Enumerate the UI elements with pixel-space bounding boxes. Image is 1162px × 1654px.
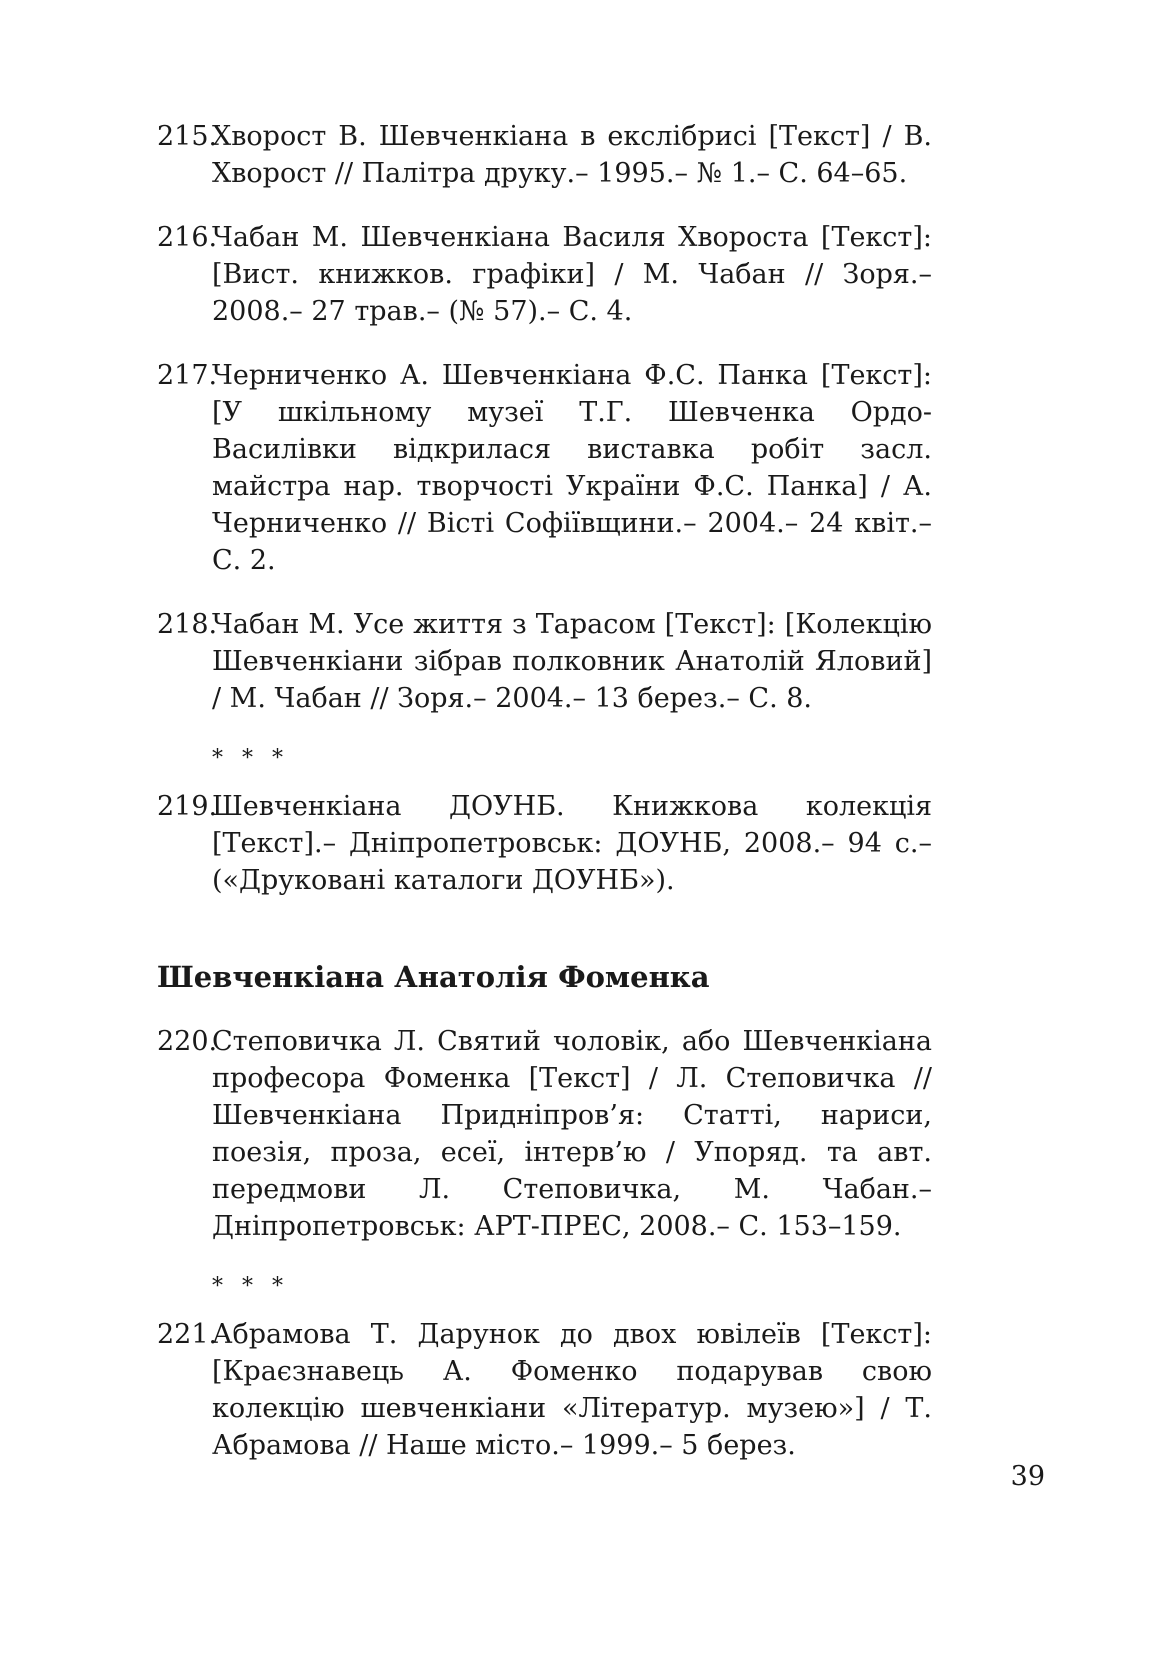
section-separator: * * * [212,746,289,771]
section-heading: Шевченкіана Анатолія Фоменка [157,960,710,994]
bibliography-entry [157,219,932,330]
entry-text: Шевченкіана ДОУНБ. Книжкова колекція [Текст].– Дніпропетровськ: ДОУНБ, 2008.– 94 с.– («Друковані каталоги ДОУНБ»). [212,791,932,896]
entry-number: 220. [157,1026,218,1057]
section-separator: * * * [212,1274,289,1299]
bibliography-entry [157,606,932,717]
entry-text: Хворост В. Шевченкіана в екслібрисі [Текст] / В. Хворост // Палітра друку.– 1995.– № 1.– С. 64–65. [212,121,932,189]
bibliography-entry [157,1023,932,1245]
entry-text: Чабан М. Усе життя з Тарасом [Текст]: [Колекцію Шевченкіани зібрав полковник Анатолій Яловий] / М. Чабан // Зоря.– 2004.– 13 берез.– С. 8. [212,609,932,714]
bibliography-entry [157,1316,932,1464]
entry-text: Черниченко А. Шевченкіана Ф.С. Панка [Текст]: [У шкільному музеї Т.Г. Шевченка Ордо-Василівки відкрилася виставка робіт засл. майстра нар. творчості України Ф.С. Панка] / А. Черниченко // Вісті Софіївщини.– 2004.– 24 квіт.– С. 2. [212,360,932,576]
bibliography-entry [157,788,932,899]
entry-text: Абрамова Т. Дарунок до двох ювілеїв [Текст]: [Краєзнавець А. Фоменко подарував свою колекцію шевченкіани «Літератур. музею»] / Т. Абрамова // Наше місто.– 1999.– 5 берез. [212,1319,932,1461]
entry-number: 218. [157,609,218,640]
entry-number: 216. [157,222,218,253]
entry-number: 215. [157,121,218,152]
entry-number: 219. [157,791,218,822]
bibliography-entry [157,357,932,579]
entry-text: Степовичка Л. Святий чоловік, або Шевченкіана професора Фоменка [Текст] / Л. Степовичка // Шевченкіана Придніпров’я: Статті, нариси, поезія, проза, есеї, інтерв’ю / Упоряд. та авт. передмови Л. Степовичка, М. Чабан.– Дніпропетровськ: АРТ-ПРЕС, 2008.– С. 153–159. [212,1026,932,1242]
bibliography-entry [157,118,932,192]
page-number: 39 [1010,1461,1045,1492]
entry-text: Чабан М. Шевченкіана Василя Хвороста [Текст]: [Вист. книжков. графіки] / М. Чабан // Зоря.– 2008.– 27 трав.– (№ 57).– С. 4. [212,222,932,327]
entry-number: 217. [157,360,218,391]
bibliography-content [157,118,932,1491]
entry-number: 221. [157,1319,218,1350]
